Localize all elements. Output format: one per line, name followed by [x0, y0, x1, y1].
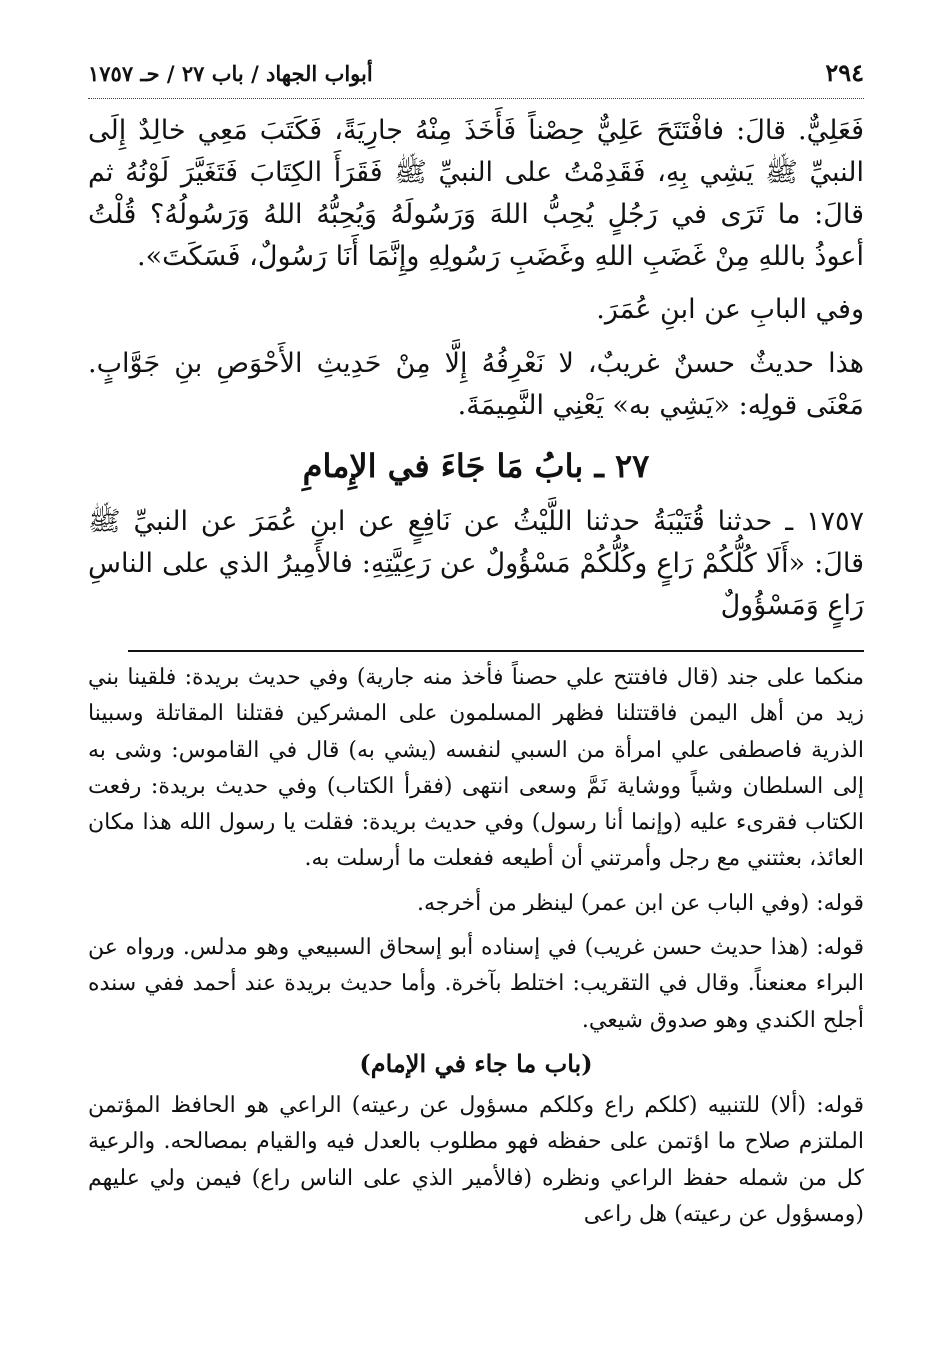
hadith-paragraph-1: فَعَلِيٌّ. قالَ: فافْتَتَحَ عَلِيٌّ حِصْناً فَأَخَذَ مِنْهُ جارِيَةً، فَكَتَبَ مَعِي خالِدٌ إِلَى النبيِّ ﷺ يَشِي بِهِ، فَقَدِمْتُ على النبيِّ ﷺ فَقَرَأَ الكِتَابَ فَتَغَيَّرَ لَوْنُهُ ثم قالَ: ما تَرَى في رَجُلٍ يُحِبُّ اللهَ وَرَسُولَهُ وَيُحِبُّهُ اللهُ وَرَسُولُهُ؟ قُلْتُ أعوذُ باللهِ مِنْ غَضَبِ اللهِ وغَضَبِ رَسُولِهِ وإِنَّمَا أَنَا رَسُولٌ، فَسَكَتَ».	[88, 115, 864, 272]
commentary-section	[88, 660, 864, 1241]
commentary-subtitle: (باب ما جاء في الإمام)	[359, 1048, 593, 1078]
page-number: ٢٩٤	[825, 58, 864, 87]
commentary-paragraph-3: قوله: (هذا حديث حسن غريب) في إسناده أبو إسحاق السبيعي وهو مدلس. ورواه عن البراء معنعناً. وقال في التقريب: اختلط بآخرة. وأما حديث بريدة عند أحمد ففي سنده أجلح الكندي وهو صدوق شيعي.	[88, 935, 864, 1033]
hadith-paragraph-3: هذا حديثٌ حسنٌ غريبٌ، لا نَعْرِفُهُ إِلَّا مِنْ حَدِيثِ الأَحْوَصِ بنِ جَوَّابٍ. مَعْنَى قولِه: «يَشِي به» يَعْنِي النَّمِيمَةَ.	[88, 348, 864, 422]
commentary-paragraph-1: منكما على جند (قال فافتتح علي حصناً فأخذ منه جارية) وفي حديث بريدة: فلقينا بني زيد من أهل اليمن فاقتتلنا فظهر المسلمون على المشركين فقتلنا المقاتلة وسبينا الذرية فاصطفى علي امرأة من السبي لنفسه (يشي به) قال في القاموس: وشى به إلى السلطان وشياً ووشاية نَمَّ وسعى انتهى (فقرأ الكتاب) وفي حديث بريدة: رفعت الكتاب فقرىء عليه (وإنما أنا رسول) وفي حديث بريدة: فقلت يا رسول الله هذا مكان العائذ، بعثتني مع رجل وأمرتني أن أطيعه ففعلت ما أرسلت به.	[88, 665, 864, 872]
hadith-paragraph-2: وفي البابِ عن ابنِ عُمَرَ.	[596, 294, 864, 326]
commentary-paragraph-4: قوله: (ألا) للتنبيه (كلكم راع وكلكم مسؤول عن رعيته) الراعي هو الحافظ المؤتمن الملتزم صلاح ما اؤتمن على حفظه فهو مطلوب بالعدل فيه والقيام بمصالحه. والرعية كل من شمله حفظ الراعي ونظره (فالأمير الذي على الناس راع) فيمن ولي عليهم (ومسؤول عن رعيته) هل راعى	[88, 1092, 864, 1227]
running-title: أبواب الجهاد / باب ٢٧ / حـ ١٧٥٧	[88, 61, 373, 86]
commentary-paragraph-2: قوله: (وفي الباب عن ابن عمر) لينظر من أخرجه.	[416, 890, 864, 916]
page-header	[88, 58, 864, 99]
main-text	[88, 110, 864, 626]
footnote-divider	[128, 650, 864, 652]
hadith-1757: ١٧٥٧ ـ حدثنا قُتَيْبَةُ حدثنا اللَّيْثُ عن نَافِعٍ عن ابنِ عُمَرَ عن النبيِّ ﷺ قالَ: «أَلَا كُلُّكُمْ رَاعٍ وكُلُّكُمْ مَسْؤُولٌ عن رَعِيَّتِهِ: فالأَمِيرُ الذي على الناسِ رَاعٍ وَمَسْؤُولٌ	[88, 505, 864, 621]
chapter-title: ٢٧ ـ بابُ مَا جَاءَ في الإِمامِ	[302, 446, 650, 485]
